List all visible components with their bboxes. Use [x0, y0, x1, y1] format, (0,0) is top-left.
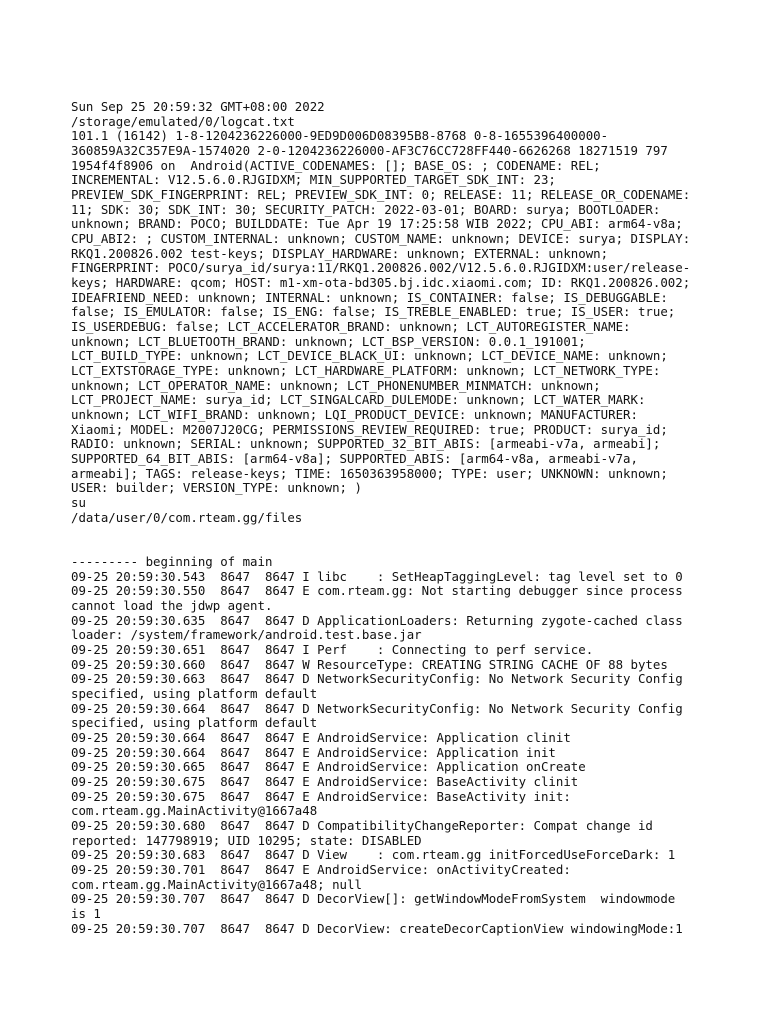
device-info-line: keys; HARDWARE: qcom; HOST: m1-xm-ota-bd305.bj.idc.xiaomi.com; ID: RKQ1.200826.002;: [71, 275, 691, 291]
device-info-line: unknown; LCT_WIFI_BRAND: unknown; LQI_PRODUCT_DEVICE: unknown; MANUFACTURER:: [71, 407, 638, 423]
device-info-line: INCREMENTAL: V12.5.6.0.RJGIDXM; MIN_SUPPORTED_TARGET_SDK_INT: 23;: [71, 172, 556, 188]
log-entry-line: specified, using platform default: [71, 685, 318, 701]
log-entry-line: 09-25 20:59:30.543 8647 8647 I libc : SetHeapTaggingLevel: tag level set to 0: [71, 568, 683, 584]
device-info-line: LCT_BUILD_TYPE: unknown; LCT_DEVICE_BLACK_UI: unknown; LCT_DEVICE_NAME: unknown;: [71, 348, 668, 364]
log-entry-line: 09-25 20:59:30.675 8647 8647 E AndroidService: BaseActivity init:: [71, 788, 571, 804]
device-info-line: RADIO: unknown; SERIAL: unknown; SUPPORTED_32_BIT_ABIS: [armeabi-v7a, armeabi];: [71, 436, 661, 452]
log-entry-line: com.rteam.gg.MainActivity@1667a48; null: [71, 876, 362, 892]
device-info-line: LCT_PROJECT_NAME: surya_id; LCT_SINGALCARD_DULEMODE: unknown; LCT_WATER_MARK:: [71, 392, 646, 408]
device-info-line: unknown; LCT_OPERATOR_NAME: unknown; LCT_PHONENUMBER_MINMATCH: unknown;: [71, 377, 601, 393]
log-file-path: /storage/emulated/0/logcat.txt: [71, 113, 295, 129]
blank-line: [71, 525, 711, 540]
log-entry-line: specified, using platform default: [71, 715, 318, 731]
log-date: Sun Sep 25 20:59:32 GMT+08:00 2022: [71, 99, 325, 114]
device-info-line: RKQ1.200826.002 test-keys; DISPLAY_HARDWARE: unknown; EXTERNAL: unknown;: [71, 245, 609, 261]
logcat-document: [71, 100, 711, 936]
log-entry-line: cannot load the jdwp agent.: [71, 597, 273, 613]
log-entry-line: 09-25 20:59:30.663 8647 8647 D NetworkSecurityConfig: No Network Security Config: [71, 671, 683, 687]
log-entry-line: 09-25 20:59:30.664 8647 8647 D NetworkSecurityConfig: No Network Security Config: [71, 700, 683, 716]
device-info-line: IS_USERDEBUG: false; LCT_ACCELERATOR_BRAND: unknown; LCT_AUTOREGISTER_NAME:: [71, 319, 631, 335]
log-entry-line: com.rteam.gg.MainActivity@1667a48: [71, 803, 318, 819]
log-entries: [71, 570, 711, 937]
log-entry-line: 09-25 20:59:30.651 8647 8647 I Perf : Connecting to perf service.: [71, 641, 594, 657]
device-info-line: CPU_ABI2: ; CUSTOM_INTERNAL: unknown; CUSTOM_NAME: unknown; DEVICE: surya; DISPLAY:: [71, 231, 691, 247]
device-info-line: 11; SDK: 30; SDK_INT: 30; SECURITY_PATCH: 2022-03-01; BOARD: surya; BOOTLOADER:: [71, 201, 661, 217]
device-info-line: false; IS_EMULATOR: false; IS_ENG: false; IS_TREBLE_ENABLED: true; IS_USER: true;: [71, 304, 676, 320]
log-entry-line: 09-25 20:59:30.550 8647 8647 E com.rteam.gg: Not starting debugger since process: [71, 583, 683, 599]
device-info-line: Xiaomi; MODEL: M2007J20CG; PERMISSIONS_REVIEW_REQUIRED: true; PRODUCT: surya_id;: [71, 421, 668, 437]
log-entry-line: 09-25 20:59:30.675 8647 8647 E AndroidService: BaseActivity clinit: [71, 773, 579, 789]
device-info-line: PREVIEW_SDK_FINGERPRINT: REL; PREVIEW_SDK_INT: 0; RELEASE: 11; RELEASE_OR_CODENAME:: [71, 187, 691, 203]
log-entry-line: 09-25 20:59:30.664 8647 8647 E AndroidService: Application clinit: [71, 729, 571, 745]
log-entry-line: 09-25 20:59:30.707 8647 8647 D DecorView: createDecorCaptionView windowingMode:1: [71, 920, 683, 936]
blank-line: [71, 540, 711, 555]
log-entry-line: reported: 147798919; UID 10295; state: DISABLED: [71, 832, 422, 848]
log-entry-line: 09-25 20:59:30.664 8647 8647 E AndroidService: Application init: [71, 744, 556, 760]
device-info-line: LCT_EXTSTORAGE_TYPE: unknown; LCT_HARDWARE_PLATFORM: unknown; LCT_NETWORK_TYPE:: [71, 363, 661, 379]
device-info-line: 101.1 (16142) 1-8-1204236226000-9ED9D006D08395B8-8768 0-8-1655396400000-: [71, 128, 609, 144]
log-entry-line: 09-25 20:59:30.660 8647 8647 W ResourceType: CREATING STRING CACHE OF 88 bytes: [71, 656, 668, 672]
device-info-line: 360859A32C357E9A-1574020 2-0-1204236226000-AF3C76CC728FF440-6626268 18271519 797: [71, 143, 668, 159]
log-entry-line: loader: /system/framework/android.test.base.jar: [71, 627, 422, 643]
device-info-line: armeabi]; TAGS: release-keys; TIME: 1650363958000; TYPE: user; UNKNOWN: unknown;: [71, 465, 668, 481]
device-info-line: IDEAFRIEND_NEED: unknown; INTERNAL: unknown; IS_CONTAINER: false; IS_DEBUGGABLE:: [71, 289, 668, 305]
device-info-line: unknown; LCT_BLUETOOTH_BRAND: unknown; LCT_BSP_VERSION: 0.0.1_191001;: [71, 333, 586, 349]
log-separator: --------- beginning of main: [71, 553, 273, 569]
device-info-line: USER: builder; VERSION_TYPE: unknown; ): [71, 480, 362, 496]
device-info-line: 1954f4f8906 on Android(ACTIVE_CODENAMES: []; BASE_OS: ; CODENAME: REL;: [71, 157, 601, 173]
files-path: /data/user/0/com.rteam.gg/files: [71, 509, 303, 525]
device-info-block: [71, 129, 711, 496]
log-entry-line: 09-25 20:59:30.701 8647 8647 E AndroidService: onActivityCreated:: [71, 861, 571, 877]
log-entry-line: 09-25 20:59:30.665 8647 8647 E AndroidService: Application onCreate: [71, 759, 586, 775]
device-info-line: SUPPORTED_64_BIT_ABIS: [arm64-v8a]; SUPPORTED_ABIS: [arm64-v8a, armeabi-v7a,: [71, 451, 638, 467]
log-entry-line: 09-25 20:59:30.707 8647 8647 D DecorView[]: getWindowModeFromSystem windowmode: [71, 891, 676, 907]
log-entry-line: 09-25 20:59:30.680 8647 8647 D CompatibilityChangeReporter: Compat change id: [71, 817, 653, 833]
log-entry-line: 09-25 20:59:30.635 8647 8647 D ApplicationLoaders: Returning zygote-cached class: [71, 612, 683, 628]
device-info-line: FINGERPRINT: POCO/surya_id/surya:11/RKQ1.200826.002/V12.5.6.0.RJGIDXM:user/release-: [71, 260, 691, 276]
log-entry-line: is 1: [71, 905, 101, 921]
log-entry-line: 09-25 20:59:30.683 8647 8647 D View : com.rteam.gg initForcedUseForceDark: 1: [71, 847, 676, 863]
device-info-line: unknown; BRAND: POCO; BUILDDATE: Tue Apr 19 17:25:58 WIB 2022; CPU_ABI: arm64-v8a;: [71, 216, 683, 232]
command-su: su: [71, 495, 86, 511]
